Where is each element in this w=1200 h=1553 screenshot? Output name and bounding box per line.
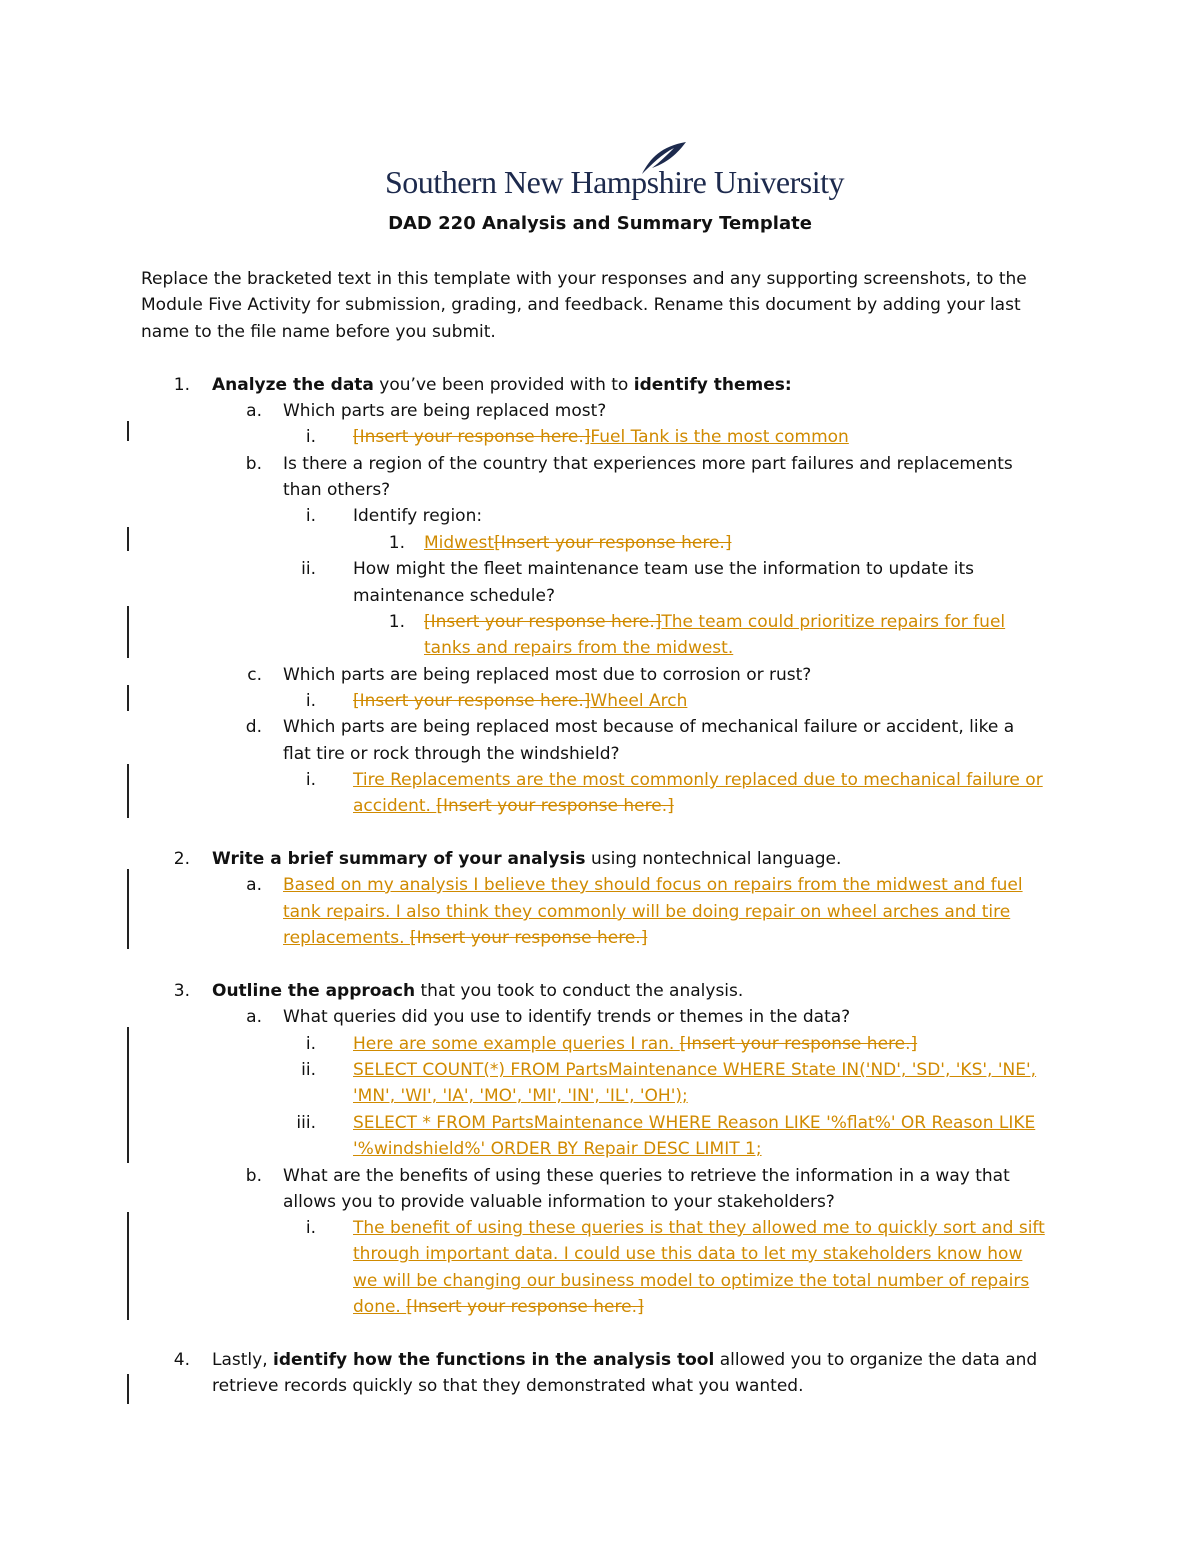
- inserted-answer: Based on my analysis I believe they should focus on repairs from the midwest and fuel: [283, 875, 1023, 895]
- item-letter: a.: [246, 1007, 262, 1027]
- inserted-answer: 'MN', 'WI', 'IA', 'MO', 'MI', 'IN', 'IL', 'OH');: [353, 1086, 688, 1106]
- item-letter: b.: [245, 1166, 262, 1186]
- response-line: [353, 793, 674, 819]
- inserted-answer: Wheel Arch: [590, 691, 688, 711]
- inserted-answer: Here are some example queries I ran.: [353, 1034, 680, 1054]
- item-roman: i.: [305, 427, 316, 447]
- intro-line-2: Module Five Activity for submission, grading, and feedback. Rename this document by adding your last: [141, 295, 1021, 315]
- response-line: [424, 530, 731, 556]
- question-text: Which parts are being replaced most?: [283, 401, 607, 421]
- section-number: 2.: [173, 849, 190, 869]
- inserted-answer: '%windshield%' ORDER BY Repair DESC LIMIT 1;: [353, 1139, 762, 1159]
- item-roman: ii.: [301, 1060, 316, 1080]
- inserted-answer: Midwest: [424, 533, 495, 553]
- response-line: [353, 1268, 1029, 1294]
- item-roman: i.: [305, 691, 316, 711]
- feather-icon: [640, 140, 690, 176]
- item-roman: i.: [305, 1034, 316, 1054]
- inserted-answer: replacements.: [283, 928, 410, 948]
- inserted-answer: tank repairs. I also think they commonly will be doing repair on wheel arches and tire: [283, 902, 1011, 922]
- inserted-answer: accident.: [353, 796, 437, 816]
- response-line: [353, 1136, 762, 1162]
- inserted-answer: SELECT * FROM PartsMaintenance WHERE Reason LIKE '%flat%' OR Reason LIKE: [353, 1113, 1036, 1133]
- response-line: [353, 688, 687, 714]
- inserted-answer: The benefit of using these queries is that they allowed me to quickly sort and sift: [353, 1218, 1045, 1238]
- response-line: [353, 767, 1043, 793]
- question-text: Which parts are being replaced most because of mechanical failure or accident, like a: [283, 717, 1015, 737]
- section-4-text: retrieve records quickly so that they demonstrated what you wanted.: [212, 1376, 804, 1396]
- change-bar: [127, 1212, 129, 1320]
- section-number: 4.: [173, 1350, 190, 1370]
- change-bar: [127, 606, 129, 658]
- response-line: [353, 424, 849, 450]
- section-2-heading: Write a brief summary of your analysis using nontechnical language.: [212, 849, 842, 869]
- section-1-heading: Analyze the data you’ve been provided with to identify themes:: [212, 375, 792, 395]
- question-text: Which parts are being replaced most due to corrosion or rust?: [283, 665, 812, 685]
- item-letter: c.: [247, 665, 262, 685]
- deleted-placeholder: [Insert your response here.]: [353, 427, 591, 447]
- prompt-text: Identify region:: [353, 506, 483, 526]
- response-line: [353, 1031, 917, 1057]
- item-letter: a.: [246, 401, 262, 421]
- intro-line-3: name to the file name before you submit.: [141, 322, 496, 342]
- deleted-placeholder: [Insert your response here.]: [406, 1297, 644, 1317]
- change-bar: [127, 869, 129, 949]
- response-line: [283, 872, 1023, 898]
- response-line: [353, 1215, 1045, 1241]
- change-bar: [127, 421, 129, 441]
- response-line: [353, 1057, 1036, 1083]
- inserted-answer: Tire Replacements are the most commonly replaced due to mechanical failure or: [353, 770, 1043, 790]
- change-bar: [127, 527, 129, 551]
- deleted-placeholder: [Insert your response here.]: [679, 1034, 918, 1054]
- question-text: flat tire or rock through the windshield?: [283, 744, 620, 764]
- item-roman: ii.: [301, 559, 316, 579]
- inserted-answer: The team could prioritize repairs for fuel: [661, 612, 1006, 632]
- logo-wordmark: Southern New Hampshire University: [385, 164, 844, 200]
- item-roman: i.: [305, 506, 316, 526]
- response-line: [353, 1110, 1035, 1136]
- change-bar: [127, 1027, 129, 1163]
- inserted-answer: through important data. I could use this data to let my stakeholders know how: [353, 1244, 1023, 1264]
- response-line: [353, 1083, 688, 1109]
- page-title: DAD 220 Analysis and Summary Template: [388, 213, 812, 234]
- section-number: 3.: [173, 981, 190, 1001]
- deleted-placeholder: [Insert your response here.]: [424, 612, 662, 632]
- deleted-placeholder: [Insert your response here.]: [353, 691, 591, 711]
- prompt-text: How might the fleet maintenance team use the information to update its: [353, 559, 975, 579]
- inserted-answer: SELECT COUNT(*) FROM PartsMaintenance WHERE State IN('ND', 'SD', 'KS', 'NE',: [353, 1060, 1037, 1080]
- response-line: [424, 635, 733, 661]
- item-letter: b.: [245, 454, 262, 474]
- item-roman: i.: [305, 770, 316, 790]
- response-line: [353, 1294, 644, 1320]
- question-text: What queries did you use to identify trends or themes in the data?: [283, 1007, 851, 1027]
- item-roman: i.: [305, 1218, 316, 1238]
- intro-line-1: Replace the bracketed text in this template with your responses and any supporting screenshots, to the: [141, 269, 1027, 289]
- deleted-placeholder: [Insert your response here.]: [409, 928, 648, 948]
- item-number: 1.: [388, 533, 405, 553]
- section-3-heading: Outline the approach that you took to conduct the analysis.: [212, 981, 744, 1001]
- section-4-heading: Lastly, identify how the functions in the analysis tool allowed you to organize the data and: [212, 1350, 1038, 1370]
- response-line: [353, 1241, 1022, 1267]
- inserted-answer: we will be changing our business model to optimize the total number of repairs: [353, 1271, 1030, 1291]
- question-text: Is there a region of the country that experiences more part failures and replacements: [283, 454, 1013, 474]
- response-line: [283, 925, 647, 951]
- response-line: [283, 899, 1010, 925]
- inserted-answer: done.: [353, 1297, 407, 1317]
- change-bar: [127, 764, 129, 818]
- university-logo: [385, 140, 844, 210]
- item-number: 1.: [388, 612, 405, 632]
- item-letter: a.: [246, 875, 262, 895]
- prompt-text: maintenance schedule?: [353, 586, 555, 606]
- inserted-answer: tanks and repairs from the midwest.: [424, 638, 734, 658]
- item-roman: iii.: [296, 1113, 316, 1133]
- item-letter: d.: [245, 717, 262, 737]
- question-text: What are the benefits of using these queries to retrieve the information in a way that: [283, 1166, 1010, 1186]
- deleted-placeholder: [Insert your response here.]: [436, 796, 674, 816]
- response-line: [424, 609, 1005, 635]
- question-text: than others?: [283, 480, 391, 500]
- deleted-placeholder: [Insert your response here.]: [494, 533, 732, 553]
- change-bar: [127, 685, 129, 711]
- change-bar: [127, 1374, 129, 1404]
- question-text: allows you to provide valuable information to your stakeholders?: [283, 1192, 835, 1212]
- section-number: 1.: [173, 375, 190, 395]
- inserted-answer: Fuel Tank is the most common: [590, 427, 849, 447]
